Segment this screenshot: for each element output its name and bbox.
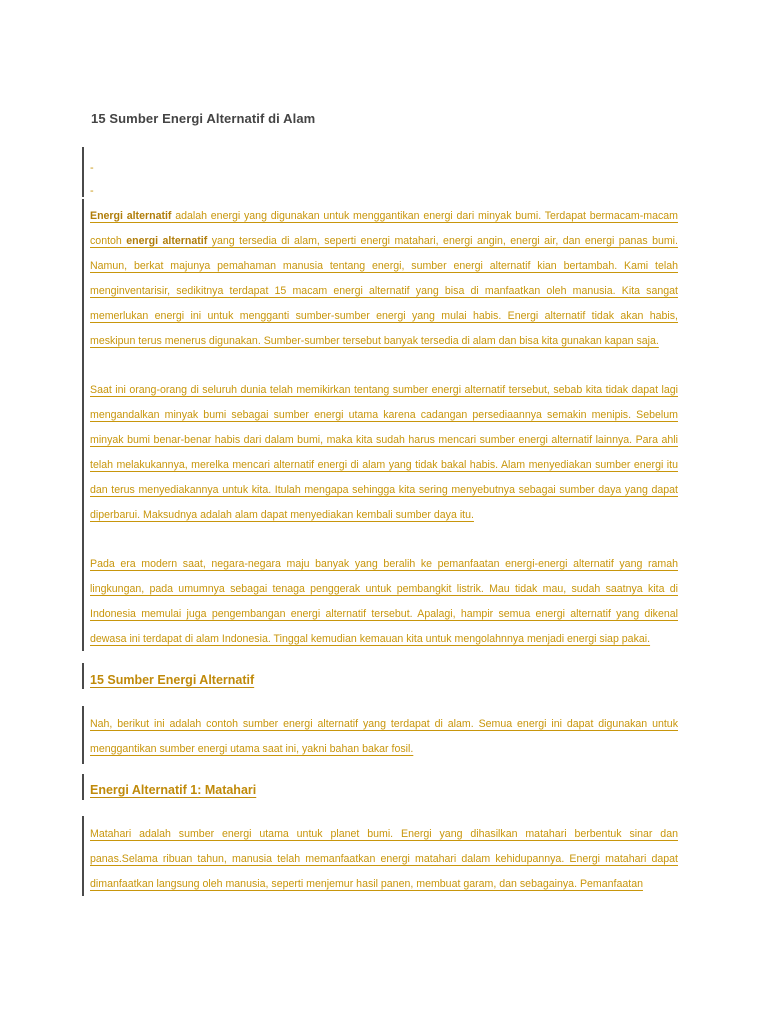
- margin-bar: [82, 706, 84, 764]
- intro-paragraph: [90, 204, 678, 354]
- intro-bold-term: energi alternatif: [126, 235, 208, 247]
- margin-bar: [82, 147, 84, 197]
- paragraph: [90, 552, 678, 652]
- section-heading: 15 Sumber Energi Alternatif: [90, 673, 255, 687]
- paragraph-text: Saat ini orang-orang di seluruh dunia telah memikirkan tentang sumber energi alternatif tersebut, sebab kita tidak dapat lagi mengandalkan minyak bumi sebagai sumber energi utama karena cadangan persediaannya semakin menipis. Sebelum minyak bumi benar-benar habis dari dalam bumi, maka kita sudah harus mencari sumber energi alternatif lainnya. Para ahli telah melakukannya, merelka mencari alternatif energi di alam yang tidak bakal habis. Alam menyediakan sumber energi itu dan terus menyediakannya untuk kita. Itulah mengapa sehingga kita sering menyebutnya sebagai sumber daya yang dapat diperbarui. Maksudnya adalah alam dapat menyediakan kembali sumber daya itu.: [90, 384, 678, 521]
- section-heading: Energi Alternatif 1: Matahari: [90, 783, 257, 797]
- document-title: 15 Sumber Energi Alternatif di Alam: [91, 111, 316, 126]
- paragraph: [90, 712, 678, 762]
- intro-bold-term: Energi alternatif: [90, 210, 172, 222]
- margin-bar: [82, 816, 84, 896]
- paragraph: [90, 378, 678, 528]
- list-dash: -: [90, 185, 94, 197]
- intro-text: yang tersedia di alam, seperti energi matahari, energi angin, energi air, dan energi panas bumi. Namun, berkat majunya pemahaman manusia tentang energi, sumber energi alternatif kian bertambah. Kami telah menginventarisir, sedikitnya terdapat 15 macam energi alternatif yang bisa di manfaatkan oleh manusia. Kita sangat memerlukan energi ini untuk mengganti sumber-sumber energi yang mulai habis. Energi alternatif tidak akan habis, meskipun terus menerus digunakan. Sumber-sumber tersebut banyak tersedia di alam dan bisa kita gunakan kapan saja.: [90, 235, 678, 347]
- margin-bar: [82, 199, 84, 651]
- paragraph: [90, 822, 678, 897]
- paragraph-text: Pada era modern saat, negara-negara maju banyak yang beralih ke pemanfaatan energi-energi alternatif yang ramah lingkungan, pada umumnya sebagai tenaga penggerak untuk pembangkit listrik. Mau tidak mau, sudah saatnya kita di Indonesia memulai juga pengembangan energi alternatif tersebut. Apalagi, hampir semua energi alternatif yang dikenal dewasa ini terdapat di alam Indonesia. Tinggal kemudian kemauan kita untuk mengolahnnya menjadi energi siap pakai.: [90, 558, 678, 645]
- paragraph-text: Nah, berikut ini adalah contoh sumber energi alternatif yang terdapat di alam. Semua energi ini dapat digunakan untuk menggantikan sumber energi utama saat ini, yakni bahan bakar fosil.: [90, 718, 678, 755]
- margin-bar: [82, 663, 84, 689]
- margin-bar: [82, 774, 84, 800]
- paragraph-text: Matahari adalah sumber energi utama untuk planet bumi. Energi yang dihasilkan matahari berbentuk sinar dan panas.Selama ribuan tahun, manusia telah memanfaatkan energi matahari dalam kehidupannya. Energi matahari dapat dimanfaatkan langsung oleh manusia, seperti menjemur hasil panen, membuat garam, dan sebagainya. Pemanfaatan: [90, 828, 678, 890]
- list-dash: -: [90, 162, 94, 174]
- intro-text: adalah energi yang digunakan untuk menggantikan energi dari minyak bumi. Terdapat bermacam-macam contoh: [90, 210, 678, 247]
